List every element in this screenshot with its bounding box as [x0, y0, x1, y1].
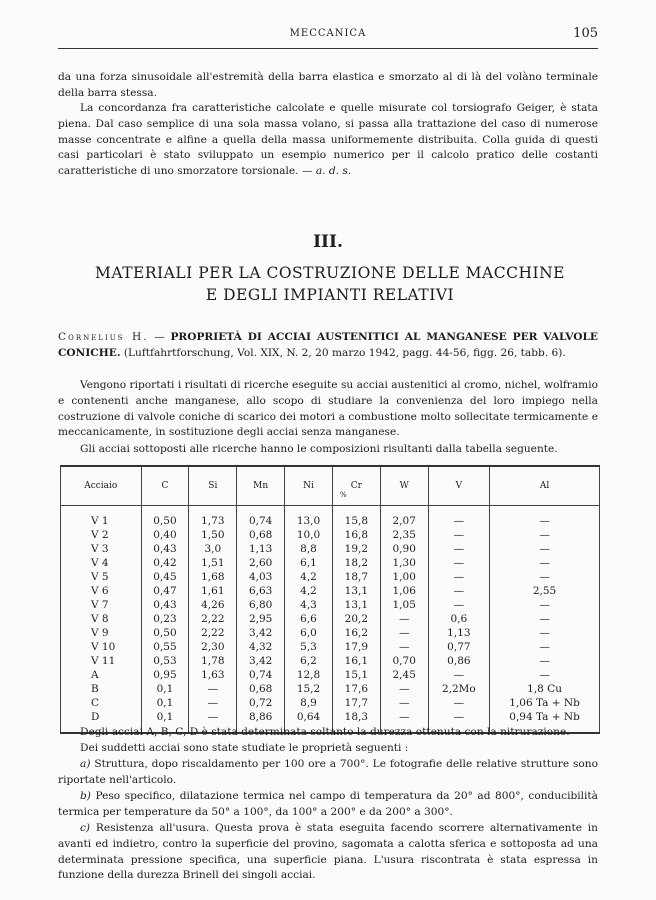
value-cell: 0,42 [141, 556, 189, 570]
steel-cell: A [61, 668, 142, 682]
value-cell: 2,22 [189, 626, 237, 640]
table-body [61, 506, 600, 734]
value-cell: 2,45 [380, 668, 428, 682]
column-header-al: Al [490, 466, 600, 506]
value-cell: 4,2 [285, 584, 333, 598]
value-cell: 15,2 [285, 682, 333, 696]
value-cell: 0,1 [141, 710, 189, 724]
value-cell: 0,1 [141, 682, 189, 696]
value-cell: — [428, 570, 490, 584]
value-cell: — [428, 528, 490, 542]
value-cell: — [490, 514, 600, 528]
abstract-signature: a. d. s. [315, 165, 352, 178]
value-cell: 0,74 [237, 668, 285, 682]
value-cell: 0,50 [141, 514, 189, 528]
column-header-si: Si [189, 466, 237, 506]
steel-cell: V 5 [61, 570, 142, 584]
value-cell: 18,2 [332, 556, 380, 570]
value-cell: — [189, 682, 237, 696]
property-c: c) Resistenza all'usura. Questa prova è stata eseguita facendo scorrere alternativamente in avanti ed indietro, contro la superficie del provino, sagomata a calotta sferica e sottoposta ad una determinata pressione specifica, una superficie piana. L'usura riscontrata è stata espressa in funzione della durezza Brinell dei singoli acciai. [58, 822, 598, 882]
steel-cell: V 4 [61, 556, 142, 570]
steel-cell: V 7 [61, 598, 142, 612]
value-cell: 0,43 [141, 598, 189, 612]
steel-cell: V 10 [61, 640, 142, 654]
value-cell: 1,05 [380, 598, 428, 612]
column-header-ni: Ni [285, 466, 333, 506]
chapter-number: III. [313, 232, 343, 252]
value-cell: — [380, 612, 428, 626]
steel-cell: V 11 [61, 654, 142, 668]
value-cell: — [428, 542, 490, 556]
value-cell: 2,30 [189, 640, 237, 654]
value-cell: 4,03 [237, 570, 285, 584]
value-cell: — [490, 542, 600, 556]
value-cell: 6,63 [237, 584, 285, 598]
running-header [58, 28, 598, 46]
column-header-mn: Mn [237, 466, 285, 506]
chapter-title-line1: MATERIALI PER LA COSTRUZIONE DELLE MACCHINE [95, 264, 565, 282]
value-cell: — [490, 668, 600, 682]
value-cell: 0,45 [141, 570, 189, 584]
value-cell: 0,90 [380, 542, 428, 556]
value-cell: 2,35 [380, 528, 428, 542]
value-cell: 16,8 [332, 528, 380, 542]
column-header-c: C [141, 466, 189, 506]
value-cell: 5,3 [285, 640, 333, 654]
steel-cell: V 9 [61, 626, 142, 640]
article-heading: Cornelius H. — PROPRIETÀ DI ACCIAI AUSTENITICI AL MANGANESE PER VALVOLE CONICHE. (Luftfahrtforschung, Vol. XIX, N. 2, 20 marzo 1942, pagg. 44-56, figg. 26, tabb. 6). [58, 331, 598, 359]
spacer-cell [490, 506, 600, 515]
table-row [61, 612, 600, 626]
value-cell: 13,1 [332, 598, 380, 612]
property-a: a) Struttura, dopo riscaldamento per 100 ore a 700°. Le fotografie delle relative strutture sono riportate nell'articolo. [58, 758, 599, 786]
value-cell: 8,9 [285, 696, 333, 710]
value-cell: 2,95 [237, 612, 285, 626]
value-cell: — [490, 556, 600, 570]
value-cell: 19,2 [332, 542, 380, 556]
table-row [61, 556, 600, 570]
table-row [61, 640, 600, 654]
table-row [61, 542, 600, 556]
value-cell: 8,86 [237, 710, 285, 724]
value-cell: — [428, 556, 490, 570]
steel-cell: D [61, 710, 142, 724]
table-row [61, 598, 600, 612]
value-cell: 2,55 [490, 584, 600, 598]
article-author: Cornelius H. [58, 331, 149, 343]
spacer-cell [141, 506, 189, 515]
value-cell: 13,1 [332, 584, 380, 598]
chapter-title-line2: E DEGLI IMPIANTI RELATIVI [205, 286, 455, 304]
value-cell: 10,0 [285, 528, 333, 542]
table-header-row [61, 466, 600, 506]
value-cell: 18,7 [332, 570, 380, 584]
value-cell: — [490, 612, 600, 626]
value-cell: 17,6 [332, 682, 380, 696]
value-cell: 0,47 [141, 584, 189, 598]
spacer-cell [61, 506, 142, 515]
value-cell: 1,63 [189, 668, 237, 682]
value-cell: 1,13 [428, 626, 490, 640]
paragraph-properties-intro: Dei suddetti acciai sono state studiate le proprietà seguenti : [80, 742, 409, 754]
value-cell: — [380, 640, 428, 654]
value-cell: — [380, 696, 428, 710]
value-cell: 0,53 [141, 654, 189, 668]
value-cell: 2,60 [237, 556, 285, 570]
paragraph-summary: La concordanza fra caratteristiche calcolate e quelle misurate col torsiografo Geiger, è stata piena. Dal caso semplice di una sola massa volano, si passa alla trattazione del caso di numerose masse concentrate e alfine a quella della massa uniformemente distribuita. Colla guida di questi casi particolari è stato sviluppato un esempio numerico per il calcolo pratico delle costanti caratteristiche di uno smorzatore torsionale. — a. d. s. [58, 102, 598, 178]
spacer-cell [189, 506, 237, 515]
value-cell: — [490, 598, 600, 612]
value-cell: 17,9 [332, 640, 380, 654]
value-cell: 16,2 [332, 626, 380, 640]
value-cell: — [189, 710, 237, 724]
value-cell: 4,26 [189, 598, 237, 612]
running-title: MECCANICA [289, 28, 367, 39]
value-cell: — [189, 696, 237, 710]
article-intro: Vengono riportati i risultati di ricerche eseguite su acciai austenitici al cromo, nichel, wolframio e contenenti anche manganese, allo scopo di studiare la convenienza del loro impiego nella costruzione di valvole coniche di scarico dei motori a combustione molto sollecitate termicamente e meccanicamente, in sostituzione degli acciai senza manganese. [58, 379, 598, 439]
value-cell: 6,0 [285, 626, 333, 640]
percent-unit: % [340, 491, 347, 499]
value-cell: — [490, 654, 600, 668]
steel-cell: V 6 [61, 584, 142, 598]
value-cell: 1,30 [380, 556, 428, 570]
steel-cell: C [61, 696, 142, 710]
value-cell: 0,1 [141, 696, 189, 710]
value-cell: 0,70 [380, 654, 428, 668]
value-cell: 0,43 [141, 542, 189, 556]
value-cell: 2,22 [189, 612, 237, 626]
value-cell: 16,1 [332, 654, 380, 668]
value-cell: 17,7 [332, 696, 380, 710]
value-cell: 0,72 [237, 696, 285, 710]
table-row [61, 682, 600, 696]
value-cell: 4,32 [237, 640, 285, 654]
value-cell: 1,68 [189, 570, 237, 584]
value-cell: 13,0 [285, 514, 333, 528]
steel-cell: V 3 [61, 542, 142, 556]
table-row [61, 514, 600, 528]
value-cell: 20,2 [332, 612, 380, 626]
spacer-cell [237, 506, 285, 515]
value-cell: 1,06 Ta + Nb [490, 696, 600, 710]
value-cell: 1,00 [380, 570, 428, 584]
value-cell: 15,8 [332, 514, 380, 528]
value-cell: 0,50 [141, 626, 189, 640]
table-row [61, 668, 600, 682]
table-row [61, 654, 600, 668]
value-cell: 0,86 [428, 654, 490, 668]
value-cell: — [380, 626, 428, 640]
composition-table [60, 465, 600, 734]
spacer-cell [332, 506, 380, 515]
value-cell: 1,61 [189, 584, 237, 598]
value-cell: 0,74 [237, 514, 285, 528]
value-cell: 1,51 [189, 556, 237, 570]
value-cell: — [428, 598, 490, 612]
value-cell: — [428, 584, 490, 598]
table-row [61, 584, 600, 598]
paragraph-continuation: da una forza sinusoidale all'estremità della barra elastica e smorzato al di là del volàno terminale della barra stessa. [58, 71, 598, 99]
property-b: b) Peso specifico, dilatazione termica nel campo di temperatura da 20° ad 800°, conducibilità termica per temperature da 50° a 100°, da 100° a 200° e da 200° a 300°. [58, 790, 598, 818]
table-row [61, 710, 600, 724]
value-cell: — [380, 682, 428, 696]
value-cell: 0,55 [141, 640, 189, 654]
value-cell: 6,2 [285, 654, 333, 668]
value-cell: — [490, 640, 600, 654]
article-title: PROPRIETÀ DI ACCIAI AUSTENITICI AL MANGANESE PER VALVOLE CONICHE. [58, 331, 598, 359]
value-cell: 0,64 [285, 710, 333, 724]
value-cell: — [490, 570, 600, 584]
value-cell: 1,13 [237, 542, 285, 556]
value-cell: 15,1 [332, 668, 380, 682]
table-intro: Gli acciai sottoposti alle ricerche hanno le composizioni risultanti dalla tabella seguente. [80, 443, 558, 455]
spacer-cell [428, 506, 490, 515]
value-cell: 4,2 [285, 570, 333, 584]
value-cell: 18,3 [332, 710, 380, 724]
value-cell: 1,8 Cu [490, 682, 600, 696]
value-cell: 3,42 [237, 654, 285, 668]
table-row [61, 696, 600, 710]
spacer-cell [380, 506, 428, 515]
steel-cell: B [61, 682, 142, 696]
value-cell: 4,3 [285, 598, 333, 612]
value-cell: 0,23 [141, 612, 189, 626]
value-cell: — [428, 514, 490, 528]
spacer-cell [285, 506, 333, 515]
steel-cell: V 2 [61, 528, 142, 542]
steel-cell: V 8 [61, 612, 142, 626]
value-cell: — [490, 626, 600, 640]
column-header-acciaio: Acciaio [61, 466, 142, 506]
steel-cell: V 1 [61, 514, 142, 528]
table-row [61, 528, 600, 542]
value-cell: — [490, 528, 600, 542]
value-cell: — [428, 668, 490, 682]
page-number: 105 [573, 26, 598, 41]
value-cell: 0,68 [237, 682, 285, 696]
value-cell: 0,95 [141, 668, 189, 682]
value-cell: 0,77 [428, 640, 490, 654]
value-cell: — [428, 696, 490, 710]
value-cell: 3,42 [237, 626, 285, 640]
value-cell: 6,6 [285, 612, 333, 626]
table-spacer-row [61, 506, 600, 515]
value-cell: 0,94 Ta + Nb [490, 710, 600, 724]
value-cell: 2,2Mo [428, 682, 490, 696]
value-cell: 0,68 [237, 528, 285, 542]
value-cell: 1,78 [189, 654, 237, 668]
article-source: (Luftfahrtforschung, Vol. XIX, N. 2, 20 marzo 1942, pagg. 44-56, figg. 26, tabb. 6). [120, 346, 566, 359]
value-cell: 1,73 [189, 514, 237, 528]
value-cell: 3,0 [189, 542, 237, 556]
value-cell: 8,8 [285, 542, 333, 556]
header-rule [58, 48, 598, 49]
value-cell: 6,80 [237, 598, 285, 612]
value-cell: 1,50 [189, 528, 237, 542]
value-cell: 0,6 [428, 612, 490, 626]
value-cell: 2,07 [380, 514, 428, 528]
value-cell: 1,06 [380, 584, 428, 598]
table-row [61, 626, 600, 640]
value-cell: — [428, 710, 490, 724]
value-cell: 12,8 [285, 668, 333, 682]
column-header-v: V [428, 466, 490, 506]
chapter-title [70, 262, 590, 306]
value-cell: 0,40 [141, 528, 189, 542]
table-row [61, 570, 600, 584]
column-header-cr: Cr [332, 466, 380, 506]
value-cell: — [380, 710, 428, 724]
value-cell: 6,1 [285, 556, 333, 570]
column-header-w: W [380, 466, 428, 506]
paragraph-nitriding: Degli acciai A, B, C, D è stata determinata soltanto la durezza ottenuta con la nitrurazione. [80, 726, 570, 738]
